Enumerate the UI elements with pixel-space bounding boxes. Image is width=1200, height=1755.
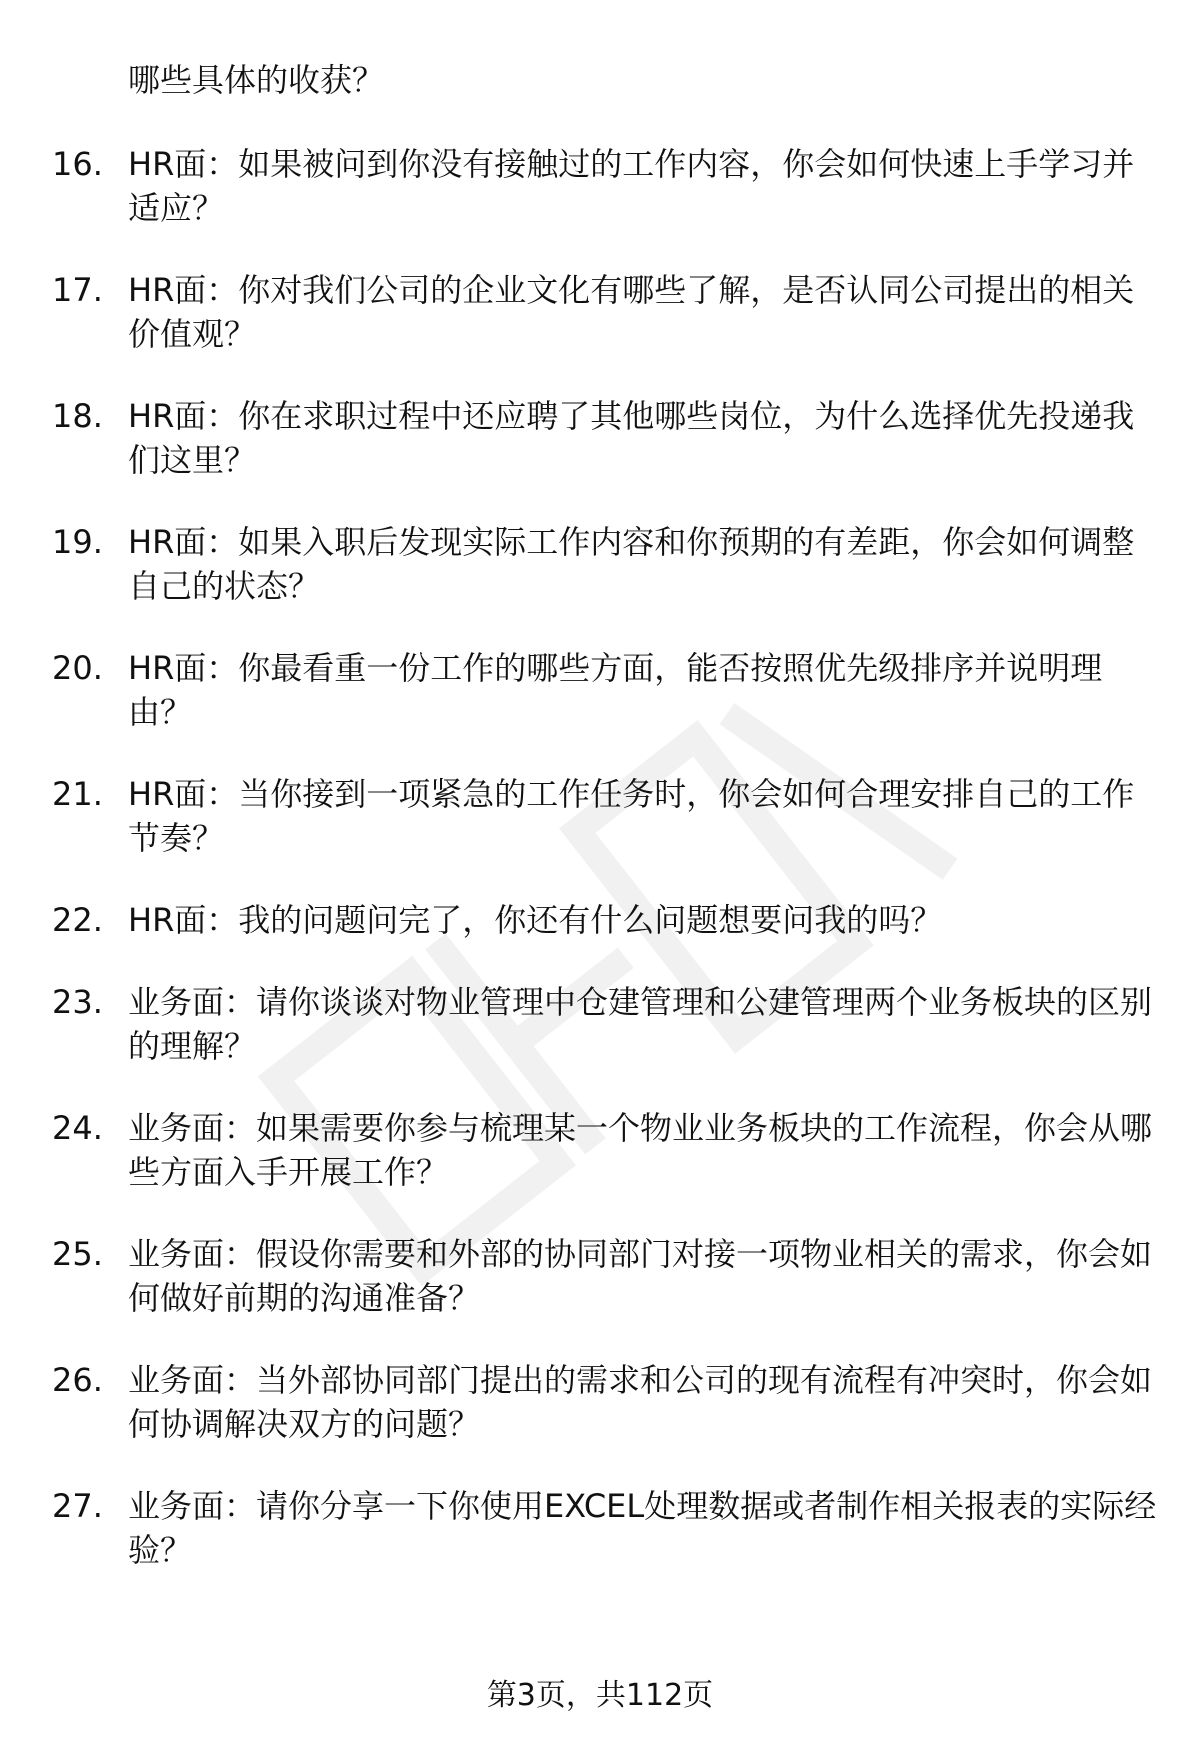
list-item [0,394,1200,482]
question-number: 27. [52,1487,103,1525]
page-footer: 第3页，共112页 [486,1678,714,1713]
question-number: 16. [52,145,103,183]
list-item [0,1232,1200,1320]
question-text: HR面：你对我们公司的企业文化有哪些了解，是否认同公司提出的相关价值观？ [128,271,1135,353]
question-number: 22. [52,901,103,939]
question-text: 业务面：请你分享一下你使用EXCEL处理数据或者制作相关报表的实际经验？ [128,1487,1157,1569]
question-list [0,142,1200,1610]
question-text: HR面：你在求职过程中还应聘了其他哪些岗位，为什么选择优先投递我们这里？ [128,397,1135,479]
list-item [0,898,1200,942]
question-text: 业务面：如果需要你参与梳理某一个物业业务板块的工作流程，你会从哪些方面入手开展工作？ [128,1109,1153,1191]
question-text: 业务面：请你谈谈对物业管理中仓建管理和公建管理两个业务板块的区别的理解？ [128,983,1153,1065]
question-text: HR面：当你接到一项紧急的工作任务时，你会如何合理安排自己的工作节奏？ [128,775,1135,857]
question-number: 23. [52,983,103,1021]
question-number: 20. [52,649,103,687]
continued-question-text: 哪些具体的收获？ [128,61,385,99]
list-item [0,142,1200,230]
list-item [0,268,1200,356]
question-number: 19. [52,523,103,561]
question-text: HR面：我的问题问完了，你还有什么问题想要问我的吗？ [128,901,943,939]
list-item [0,1358,1200,1446]
list-item [0,520,1200,608]
question-number: 26. [52,1361,103,1399]
question-number: 18. [52,397,103,435]
question-text: 业务面：假设你需要和外部的协同部门对接一项物业相关的需求，你会如何做好前期的沟通准备？ [128,1235,1153,1317]
list-item [0,772,1200,860]
list-item [0,980,1200,1068]
question-number: 25. [52,1235,103,1273]
question-text: HR面：如果被问到你没有接触过的工作内容，你会如何快速上手学习并适应？ [128,145,1135,227]
list-item [0,1484,1200,1572]
list-item [0,646,1200,734]
question-text: HR面：如果入职后发现实际工作内容和你预期的有差距，你会如何调整自己的状态？ [128,523,1135,605]
question-number: 21. [52,775,103,813]
question-number: 17. [52,271,103,309]
list-item [0,1106,1200,1194]
question-text: HR面：你最看重一份工作的哪些方面，能否按照优先级排序并说明理由？ [128,649,1103,731]
question-text: 业务面：当外部协同部门提出的需求和公司的现有流程有冲突时，你会如何协调解决双方的问题？ [128,1361,1153,1443]
question-number: 24. [52,1109,103,1147]
